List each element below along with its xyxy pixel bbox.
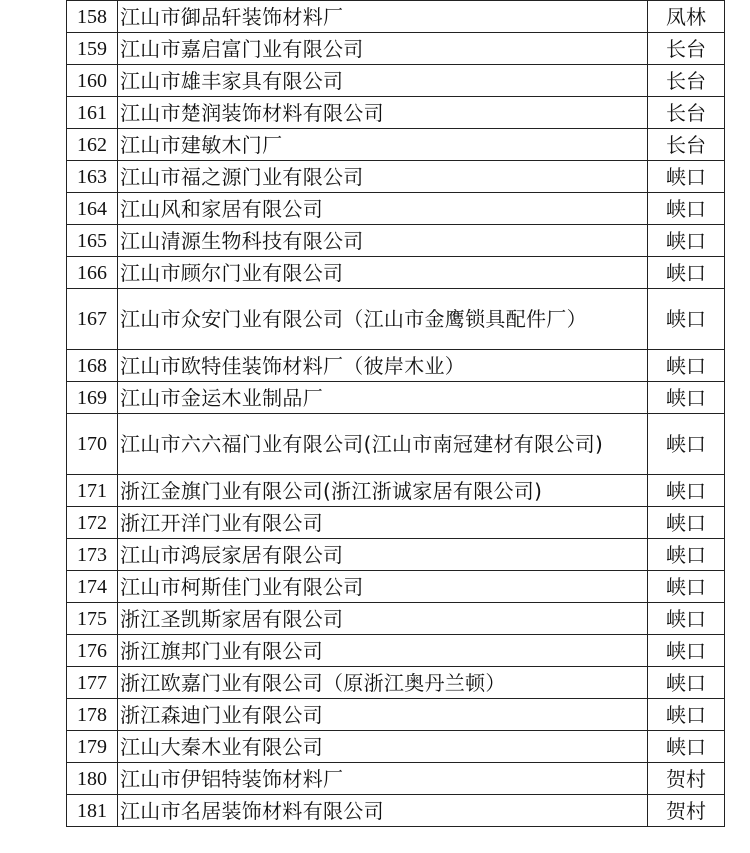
table-row [67, 795, 725, 827]
town-name: 峡口 [648, 635, 725, 667]
table-row [67, 603, 725, 635]
row-number: 172 [67, 507, 118, 539]
table-row [67, 667, 725, 699]
row-number: 161 [67, 97, 118, 129]
town-name: 峡口 [648, 699, 725, 731]
town-name: 峡口 [648, 257, 725, 289]
table-row [67, 65, 725, 97]
company-name: 江山风和家居有限公司 [118, 193, 648, 225]
row-number: 173 [67, 539, 118, 571]
table-row [67, 382, 725, 414]
company-name: 江山市建敏木门厂 [118, 129, 648, 161]
row-number: 158 [67, 1, 118, 33]
company-name: 江山市众安门业有限公司（江山市金鹰锁具配件厂） [118, 289, 648, 350]
table-row [67, 414, 725, 475]
company-name: 江山大秦木业有限公司 [118, 731, 648, 763]
company-name: 江山市名居装饰材料有限公司 [118, 795, 648, 827]
company-name: 江山市福之源门业有限公司 [118, 161, 648, 193]
table-row [67, 1, 725, 33]
row-number: 179 [67, 731, 118, 763]
town-name: 贺村 [648, 795, 725, 827]
company-list-body [67, 1, 725, 827]
company-name: 浙江圣凯斯家居有限公司 [118, 603, 648, 635]
table-row [67, 699, 725, 731]
town-name: 峡口 [648, 193, 725, 225]
row-number: 180 [67, 763, 118, 795]
row-number: 171 [67, 475, 118, 507]
table-row [67, 129, 725, 161]
row-number: 165 [67, 225, 118, 257]
company-name: 江山市六六福门业有限公司(江山市南冠建材有限公司) [118, 414, 648, 475]
company-name: 浙江旗邦门业有限公司 [118, 635, 648, 667]
company-name: 江山市鸿辰家居有限公司 [118, 539, 648, 571]
town-name: 贺村 [648, 763, 725, 795]
row-number: 164 [67, 193, 118, 225]
company-name: 江山市顾尔门业有限公司 [118, 257, 648, 289]
town-name: 峡口 [648, 289, 725, 350]
company-list-table [66, 0, 725, 827]
town-name: 峡口 [648, 539, 725, 571]
company-name: 江山市御品轩装饰材料厂 [118, 1, 648, 33]
company-name: 江山市嘉启富门业有限公司 [118, 33, 648, 65]
town-name: 长台 [648, 97, 725, 129]
row-number: 177 [67, 667, 118, 699]
company-name: 江山市楚润装饰材料有限公司 [118, 97, 648, 129]
company-name: 浙江欧嘉门业有限公司（原浙江奥丹兰顿） [118, 667, 648, 699]
table-row [67, 731, 725, 763]
town-name: 峡口 [648, 350, 725, 382]
town-name: 峡口 [648, 731, 725, 763]
row-number: 160 [67, 65, 118, 97]
town-name: 峡口 [648, 571, 725, 603]
row-number: 178 [67, 699, 118, 731]
row-number: 169 [67, 382, 118, 414]
company-name: 浙江金旗门业有限公司(浙江浙诚家居有限公司) [118, 475, 648, 507]
town-name: 峡口 [648, 161, 725, 193]
company-name: 浙江森迪门业有限公司 [118, 699, 648, 731]
company-name: 江山市金运木业制品厂 [118, 382, 648, 414]
town-name: 峡口 [648, 667, 725, 699]
town-name: 峡口 [648, 414, 725, 475]
row-number: 166 [67, 257, 118, 289]
town-name: 峡口 [648, 507, 725, 539]
table-row [67, 289, 725, 350]
town-name: 长台 [648, 33, 725, 65]
table-row [67, 161, 725, 193]
row-number: 162 [67, 129, 118, 161]
company-name: 浙江开洋门业有限公司 [118, 507, 648, 539]
row-number: 174 [67, 571, 118, 603]
row-number: 175 [67, 603, 118, 635]
table-row [67, 539, 725, 571]
town-name: 长台 [648, 65, 725, 97]
row-number: 159 [67, 33, 118, 65]
town-name: 峡口 [648, 603, 725, 635]
table-row [67, 33, 725, 65]
table-row [67, 350, 725, 382]
company-name: 江山市柯斯佳门业有限公司 [118, 571, 648, 603]
town-name: 峡口 [648, 382, 725, 414]
town-name: 峡口 [648, 225, 725, 257]
row-number: 167 [67, 289, 118, 350]
row-number: 176 [67, 635, 118, 667]
town-name: 凤林 [648, 1, 725, 33]
row-number: 163 [67, 161, 118, 193]
company-name: 江山市伊铝特装饰材料厂 [118, 763, 648, 795]
row-number: 168 [67, 350, 118, 382]
town-name: 峡口 [648, 475, 725, 507]
table-row [67, 507, 725, 539]
company-name: 江山市雄丰家具有限公司 [118, 65, 648, 97]
company-name: 江山清源生物科技有限公司 [118, 225, 648, 257]
town-name: 长台 [648, 129, 725, 161]
table-row [67, 225, 725, 257]
table-row [67, 193, 725, 225]
row-number: 181 [67, 795, 118, 827]
table-row [67, 571, 725, 603]
table-row [67, 635, 725, 667]
table-row [67, 97, 725, 129]
table-row [67, 257, 725, 289]
row-number: 170 [67, 414, 118, 475]
company-name: 江山市欧特佳装饰材料厂（彼岸木业） [118, 350, 648, 382]
table-row [67, 475, 725, 507]
table-row [67, 763, 725, 795]
